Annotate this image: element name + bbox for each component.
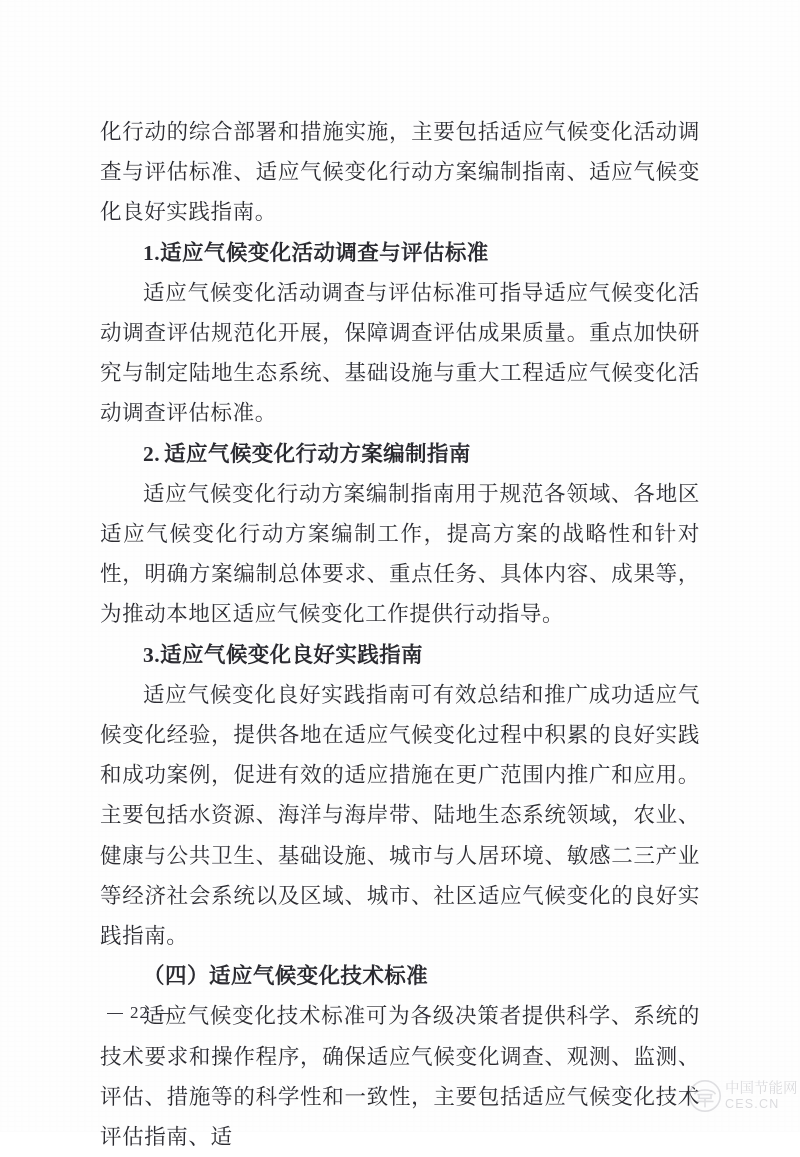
section-heading [100, 956, 700, 996]
body-paragraph: 适应气候变化良好实践指南可有效总结和推广成功适应气候变化经验，提供各地在适应气候变化过程中积累的良好实践和成功案例，促进有效的适应措施在更广范围内推广和应用。主要包括水资源、海洋与海岸带、陆地生态系统领域，农业、健康与公共卫生、基础设施、城市与人居环境、敏感二三产业等经济社会系统以及区域、城市、社区适应气候变化的良好实践指南。 [100, 682, 700, 949]
heading-text: 适应气候变化行动方案编制指南 [164, 441, 471, 466]
watermark-english: CES.CN [725, 1097, 780, 1111]
heading-number: 1. [143, 240, 161, 265]
page-number: 22 [130, 1003, 149, 1023]
watermark-text [725, 1082, 798, 1111]
heading-number: 2. [143, 441, 161, 466]
heading-number: （四） [143, 964, 210, 989]
body-paragraph: 适应气候变化活动调查与评估标准可指导适应气候变化活动调查评估规范化开展，保障调查评估成果质量。重点加快研究与制定陆地生态系统、基础设施与重大工程适应气候变化活动调查评估标准。 [100, 280, 700, 426]
body-paragraph: 适应气候变化技术标准可为各级决策者提供科学、系统的技术要求和操作程序，确保适应气候变化调查、观测、监测、评估、措施等的科学性和一致性，主要包括适应气候变化技术评估指南、适 [100, 1004, 700, 1150]
page-body [100, 112, 700, 1157]
watermark-chinese: 中国节能网 [725, 1080, 798, 1097]
body-paragraph: 适应气候变化行动方案编制指南用于规范各领域、各地区适应气候变化行动方案编制工作，提高方案的战略性和针对性，明确方案编制总体要求、重点任务、具体内容、成果等，为推动本地区适应气候变化工作提供行动指导。 [100, 481, 700, 627]
page-footer [100, 1002, 700, 1023]
heading-number: 3. [143, 642, 161, 667]
section-heading [100, 434, 700, 474]
section-heading [100, 233, 700, 273]
heading-text: 适应气候变化活动调查与评估标准 [160, 240, 489, 265]
section-heading [100, 635, 700, 675]
heading-text: 适应气候变化良好实践指南 [160, 642, 423, 667]
heading-text: 适应气候变化技术标准 [209, 964, 429, 989]
body-paragraph: 化行动的综合部署和措施实施，主要包括适应气候变化活动调查与评估标准、适应气候变化行动方案编制指南、适应气候变化良好实践指南。 [100, 120, 700, 225]
site-watermark [688, 1068, 796, 1124]
footer-dash-right [156, 1013, 172, 1014]
footer-dash-left [107, 1013, 123, 1014]
